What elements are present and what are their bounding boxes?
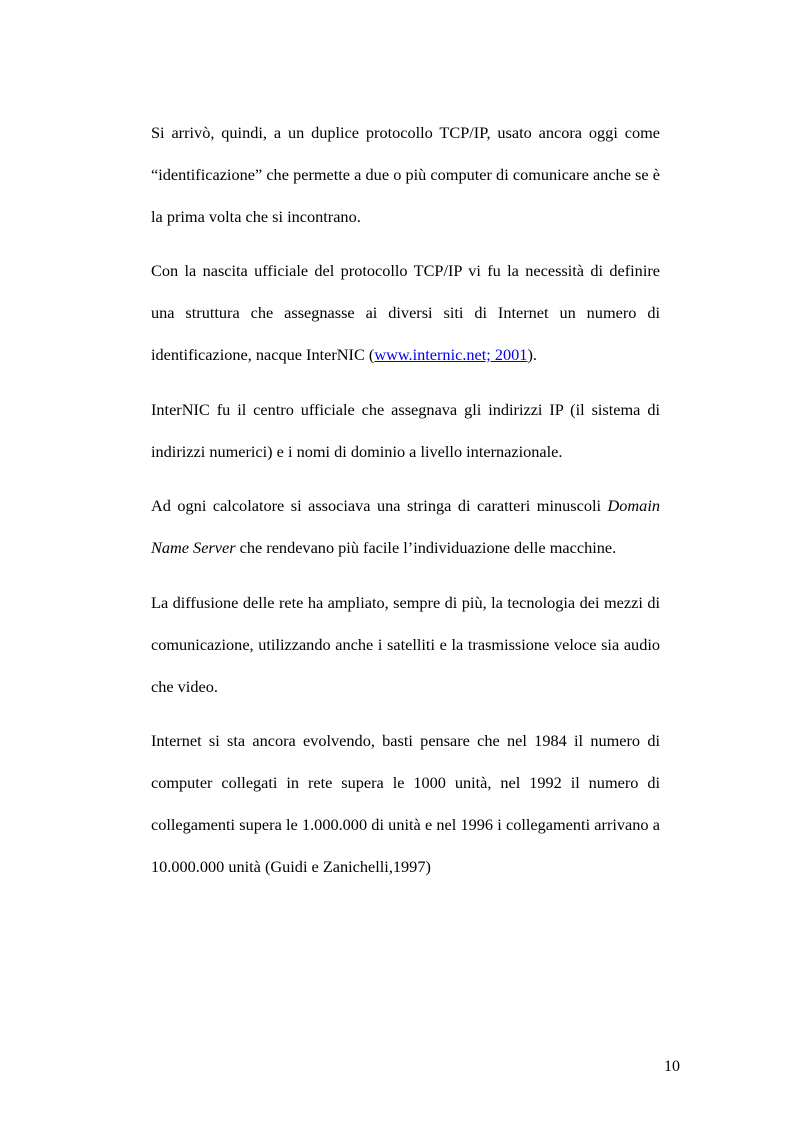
paragraph-network-diffusion: La diffusione delle rete ha ampliato, sempre di più, la tecnologia dei mezzi di comunicazione, utilizzando anche i satelliti e la trasmissione veloce sia audio che video. [151,592,660,696]
paragraph-text: Con la nascita ufficiale del protocollo TCP/IP vi fu la necessità di definire una struttura che assegnasse ai diversi siti di Internet un numero di identificazione, nacque InterNIC ( [151,261,660,364]
paragraph-internic-origin [151,250,660,375]
domain-name-server-term: Domain Name Server [151,496,660,558]
paragraph-tcpip: Si arrivò, quindi, a un duplice protocollo TCP/IP, usato ancora oggi come “identificazione” che permette a due o più computer di comunicare anche se è la prima volta che si incontrano. [151,123,660,226]
paragraph-internet-growth: Internet si sta ancora evolvendo, basti pensare che nel 1984 il numero di computer collegati in rete supera le 1000 unità, nel 1992 il numero di collegamenti supera le 1.000.000 di unità e nel 1996 i collegamenti arrivano a 10.000.000 unità (Guidi e Zanichelli,1997) [151,731,660,876]
internic-link[interactable]: www.internic.net; 2001 [374,344,528,364]
paragraph-internic-role: InterNIC fu il centro ufficiale che assegnava gli indirizzi IP (il sistema di indirizzi numerici) e i nomi di dominio a livello internazionale. [151,399,660,461]
paragraph-text: che rendevano più facile l’individuazione delle macchine. [235,538,617,558]
paragraph-text: ). [527,344,537,364]
page-number: 10 [664,1058,680,1075]
body-text [151,112,660,901]
paragraph-domain-names [151,485,660,569]
paragraph-text: Ad ogni calcolatore si associava una stringa di caratteri minuscoli [151,496,608,516]
